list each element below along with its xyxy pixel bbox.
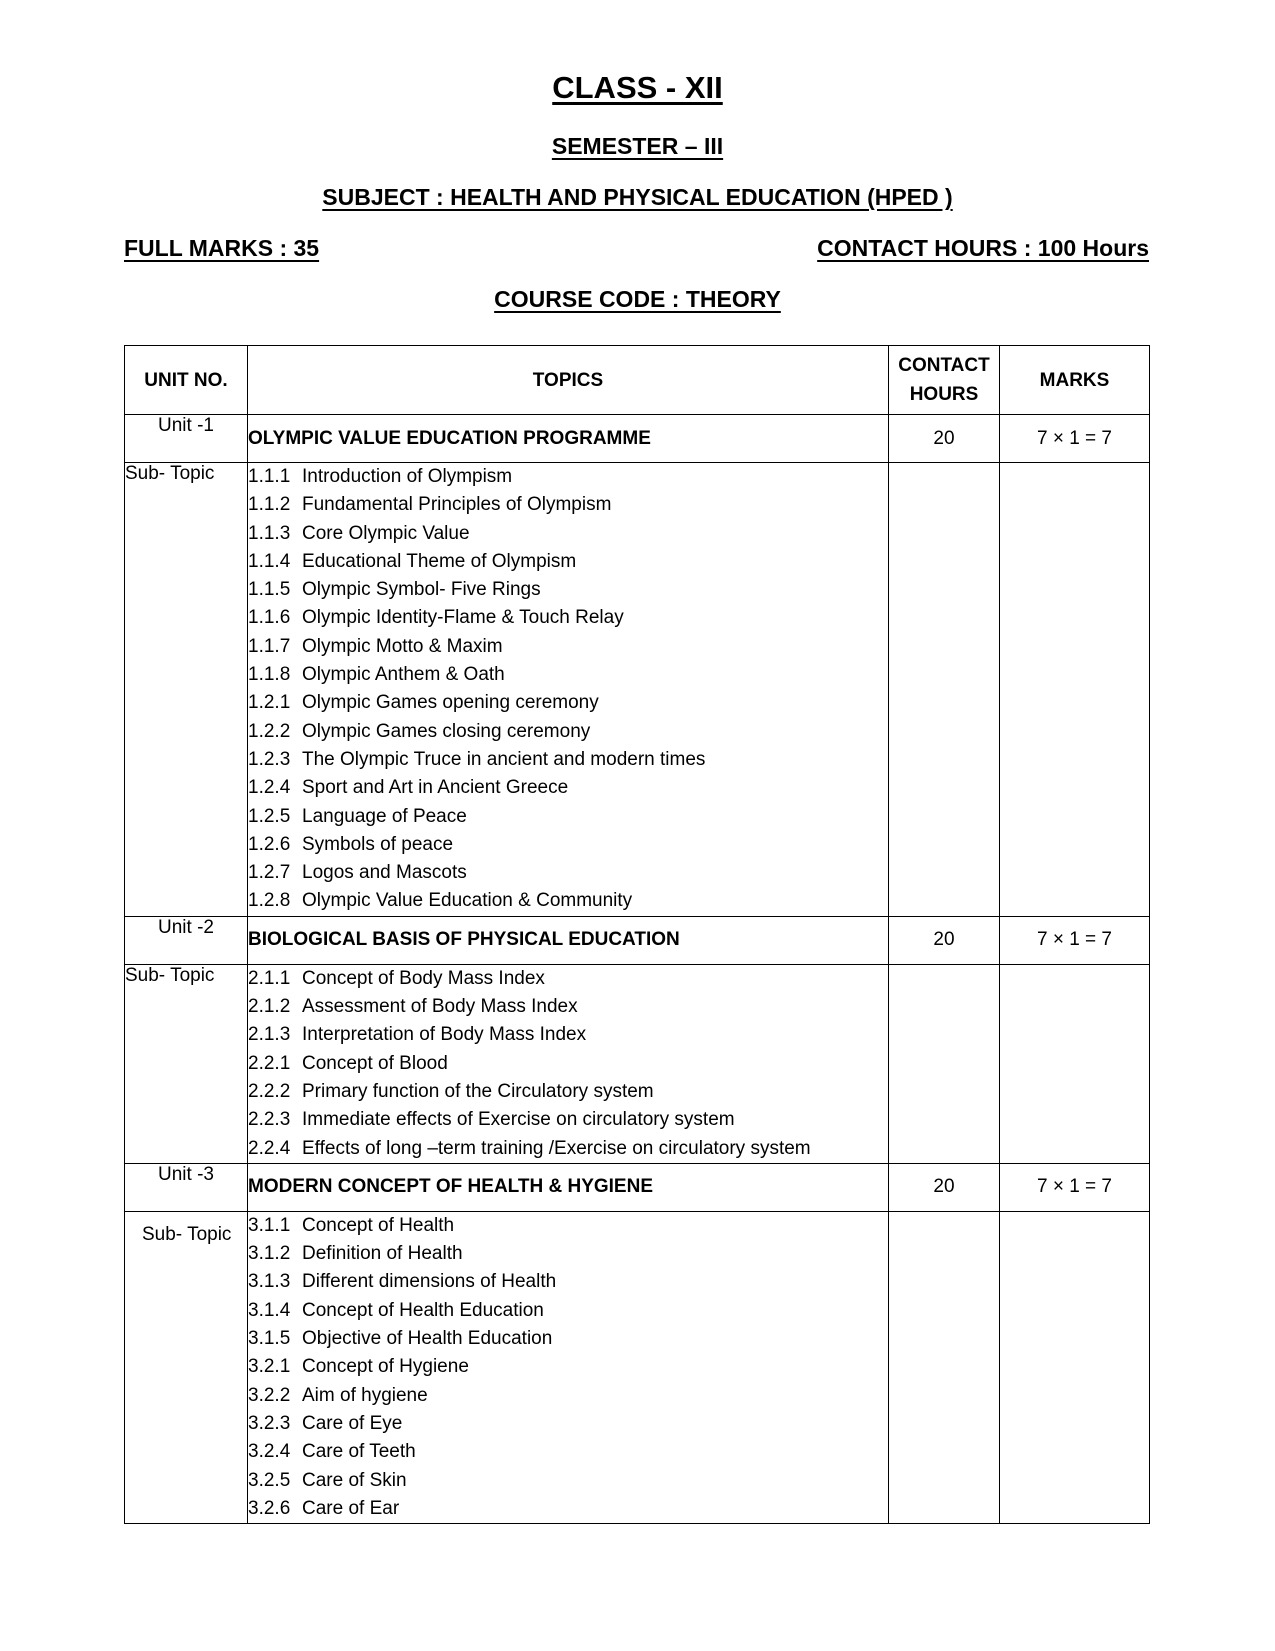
subtopic-number: 1.2.8 (248, 890, 291, 912)
col-contact-hours (889, 346, 1000, 415)
subtopic-text: Olympic Games opening ceremony (302, 692, 599, 714)
unit-row (125, 916, 1150, 964)
subtopic-text: Assessment of Body Mass Index (302, 996, 578, 1018)
unit-number: Unit -1 (125, 415, 248, 463)
list-item (248, 1297, 888, 1325)
subtopic-text: Aim of hygiene (302, 1384, 428, 1406)
subtopic-number: 1.2.7 (248, 862, 291, 884)
subtopic-text: Concept of Body Mass Index (302, 967, 545, 989)
unit-row (125, 1163, 1150, 1211)
subtopic-number: 3.2.6 (248, 1497, 291, 1519)
syllabus-body (125, 415, 1150, 1524)
unit-hours: 20 (889, 415, 1000, 463)
subtopic-number: 1.2.4 (248, 777, 291, 799)
list-item (248, 520, 888, 548)
subtopic-text: Olympic Symbol- Five Rings (302, 579, 541, 601)
subtopic-number: 1.2.1 (248, 692, 291, 714)
subtopic-number: 1.1.2 (248, 494, 291, 516)
subtopic-number: 1.1.7 (248, 635, 291, 657)
subtopic-list (248, 463, 889, 917)
subtopic-number: 2.2.3 (248, 1109, 291, 1131)
subtopic-text: Care of Ear (302, 1497, 400, 1519)
subtopic-number: 1.1.3 (248, 522, 291, 544)
col-hours-label: HOURS (909, 384, 979, 405)
subtopic-text: Introduction of Olympism (302, 466, 513, 487)
list-item (248, 1467, 888, 1495)
subtopic-number: 2.2.1 (248, 1052, 291, 1074)
empty-cell (1000, 964, 1150, 1163)
subtopic-text: Interpretation of Body Mass Index (302, 1024, 587, 1046)
subtopic-number: 3.1.1 (248, 1214, 291, 1236)
subtopic-number: 2.2.2 (248, 1080, 291, 1102)
col-unit-no: UNIT NO. (125, 346, 248, 415)
subtopic-text: Care of Eye (302, 1412, 403, 1434)
subtopic-text: Concept of Hygiene (302, 1356, 469, 1378)
subtopic-text: Educational Theme of Olympism (302, 550, 577, 572)
col-contact-label: CONTACT (898, 355, 990, 376)
sub-topic-label: Sub- Topic (125, 463, 248, 917)
subtopic-number: 2.2.4 (248, 1137, 291, 1159)
col-marks: MARKS (1000, 346, 1150, 415)
list-item (248, 604, 888, 632)
subtopic-text: Language of Peace (302, 805, 467, 827)
list-item (248, 633, 888, 661)
subtopic-number: 1.2.5 (248, 805, 291, 827)
list-item (248, 1410, 888, 1438)
subtopic-list (248, 964, 889, 1163)
subtopic-number: 3.2.5 (248, 1469, 291, 1491)
subtopic-number: 3.2.4 (248, 1441, 291, 1463)
empty-cell (1000, 463, 1150, 917)
semester-title: SEMESTER – III (551, 133, 724, 159)
unit-marks: 7 × 1 = 7 (1000, 415, 1150, 463)
subtopic-number: 1.1.4 (248, 550, 291, 572)
unit-title: BIOLOGICAL BASIS OF PHYSICAL EDUCATION (248, 916, 889, 964)
sub-topic-label: Sub- Topic (125, 1211, 248, 1523)
unit-hours: 20 (889, 1163, 1000, 1211)
subtopic-number: 1.1.6 (248, 607, 291, 629)
subtopic-number: 3.1.3 (248, 1271, 291, 1293)
unit-marks: 7 × 1 = 7 (1000, 916, 1150, 964)
unit-marks: 7 × 1 = 7 (1000, 1163, 1150, 1211)
list-item (248, 1212, 888, 1240)
subtopic-number: 1.1.8 (248, 664, 291, 686)
subtopic-number: 1.1.1 (248, 466, 291, 487)
subtopic-text: Concept of Blood (302, 1052, 448, 1074)
subtopic-text: Fundamental Principles of Olympism (302, 494, 612, 516)
list-item (248, 803, 888, 831)
subtopic-text: Olympic Value Education & Community (302, 890, 633, 912)
list-item (248, 965, 888, 993)
subtopic-text: Olympic Motto & Maxim (302, 635, 503, 657)
list-item (248, 548, 888, 576)
sub-topic-label: Sub- Topic (125, 964, 248, 1163)
unit-title: MODERN CONCEPT OF HEALTH & HYGIENE (248, 1163, 889, 1211)
list-item (248, 1495, 888, 1523)
subtopic-text: Logos and Mascots (302, 862, 467, 884)
list-item (248, 859, 888, 887)
list-item (248, 491, 888, 519)
unit-title: OLYMPIC VALUE EDUCATION PROGRAMME (248, 415, 889, 463)
subtopic-number: 3.2.2 (248, 1384, 291, 1406)
list-item (248, 1382, 888, 1410)
subtopic-number: 2.1.2 (248, 996, 291, 1018)
list-item (248, 1021, 888, 1049)
list-item (248, 774, 888, 802)
list-item (248, 718, 888, 746)
subtopic-row (125, 1211, 1150, 1523)
subtopic-number: 3.1.5 (248, 1328, 291, 1350)
subtopic-text: Immediate effects of Exercise on circulatory system (302, 1109, 735, 1131)
syllabus-table (124, 345, 1150, 1524)
table-header-row (125, 346, 1150, 415)
list-item (248, 993, 888, 1021)
list-item (248, 1135, 888, 1163)
subtopic-text: Core Olympic Value (302, 522, 470, 544)
subtopic-number: 1.2.6 (248, 833, 291, 855)
empty-cell (889, 964, 1000, 1163)
list-item (248, 661, 888, 689)
list-item (248, 746, 888, 774)
empty-cell (889, 463, 1000, 917)
subtopic-number: 2.1.3 (248, 1024, 291, 1046)
subtopic-text: Olympic Games closing ceremony (302, 720, 591, 742)
col-topics: TOPICS (248, 346, 889, 415)
subtopic-text: Different dimensions of Health (302, 1271, 557, 1293)
list-item (248, 463, 888, 491)
list-item (248, 1078, 888, 1106)
empty-cell (1000, 1211, 1150, 1523)
subtopic-text: Olympic Identity-Flame & Touch Relay (302, 607, 624, 629)
unit-number: Unit -3 (125, 1163, 248, 1211)
subtopic-list (248, 1211, 889, 1523)
list-item (248, 1353, 888, 1381)
subject-title: SUBJECT : HEALTH AND PHYSICAL EDUCATION (HPED ) (322, 184, 953, 210)
list-item (248, 576, 888, 604)
subtopic-text: Concept of Health Education (302, 1299, 544, 1321)
class-title: CLASS - XII (552, 70, 723, 105)
subtopic-row (125, 964, 1150, 1163)
subtopic-text: Primary function of the Circulatory system (302, 1080, 654, 1102)
subtopic-number: 1.2.3 (248, 748, 291, 770)
subtopic-number: 1.2.2 (248, 720, 291, 742)
subtopic-text: Concept of Health (302, 1214, 455, 1236)
list-item (248, 1106, 888, 1134)
unit-row (125, 415, 1150, 463)
subtopic-number: 3.2.3 (248, 1412, 291, 1434)
subtopic-text: Objective of Health Education (302, 1328, 553, 1350)
list-item (248, 887, 888, 915)
unit-number: Unit -2 (125, 916, 248, 964)
unit-hours: 20 (889, 916, 1000, 964)
list-item (248, 831, 888, 859)
subtopic-text: The Olympic Truce in ancient and modern times (302, 748, 706, 770)
subtopic-number: 2.1.1 (248, 967, 291, 989)
subtopic-number: 3.2.1 (248, 1356, 291, 1378)
list-item (248, 1050, 888, 1078)
list-item (248, 1325, 888, 1353)
list-item (248, 1268, 888, 1296)
full-marks: FULL MARKS : 35 (124, 235, 320, 261)
subtopic-text: Olympic Anthem & Oath (302, 664, 505, 686)
subtopic-text: Care of Teeth (302, 1441, 416, 1463)
list-item (248, 689, 888, 717)
subtopic-number: 1.1.5 (248, 579, 291, 601)
course-code: COURSE CODE : THEORY (494, 286, 781, 312)
subtopic-number: 3.1.4 (248, 1299, 291, 1321)
subtopic-text: Sport and Art in Ancient Greece (302, 777, 569, 799)
list-item (248, 1438, 888, 1466)
subtopic-text: Effects of long –term training /Exercise on circulatory system (302, 1137, 811, 1159)
subtopic-text: Care of Skin (302, 1469, 407, 1491)
contact-hours: CONTACT HOURS : 100 Hours (817, 235, 1149, 261)
subtopic-text: Definition of Health (302, 1243, 463, 1265)
subtopic-text: Symbols of peace (302, 833, 454, 855)
empty-cell (889, 1211, 1000, 1523)
subtopic-row (125, 463, 1150, 917)
subtopic-number: 3.1.2 (248, 1243, 291, 1265)
list-item (248, 1240, 888, 1268)
